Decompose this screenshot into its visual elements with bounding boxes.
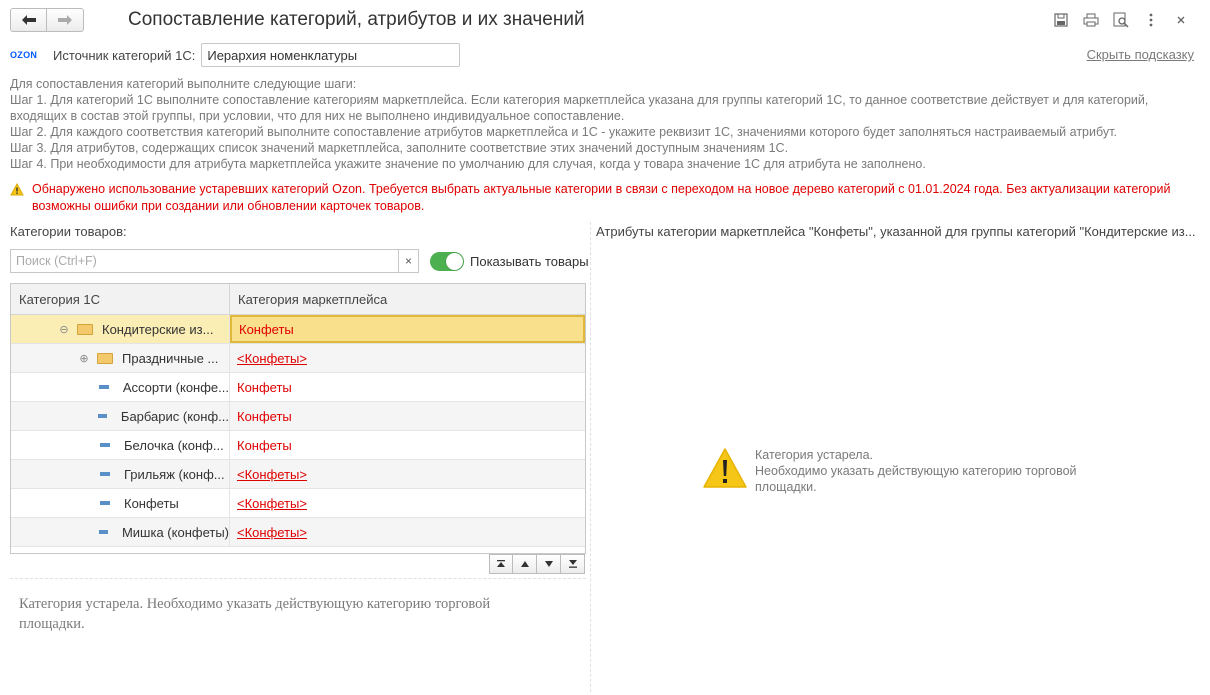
preview-button[interactable] [1106, 10, 1136, 30]
cell-category-1c[interactable] [11, 344, 230, 372]
save-button[interactable] [1046, 10, 1076, 30]
forward-arrow-icon [57, 14, 73, 26]
cell-category-1c[interactable] [11, 402, 230, 430]
show-products-toggle-wrap [430, 252, 589, 271]
move-down-button[interactable] [537, 554, 561, 574]
cell-category-1c[interactable] [11, 489, 230, 517]
category-1c-label: Грильяж (конф... [124, 466, 225, 482]
folder-icon [77, 324, 93, 335]
category-1c-label: Белочка (конф... [124, 437, 224, 453]
save-icon [1054, 13, 1068, 27]
categories-table [10, 283, 586, 554]
hint-line: входящих в состав этой группы, при условии, что для них не выполнено индивидуальное сопоставление. [10, 109, 625, 123]
category-1c-label: Конфеты [124, 495, 179, 511]
close-button[interactable] [1166, 10, 1196, 30]
search-input[interactable]: Поиск (Ctrl+F) [10, 249, 398, 273]
marketplace-category-label: Конфеты [237, 437, 292, 453]
move-first-button[interactable] [489, 554, 513, 574]
hint-text [10, 76, 1200, 172]
table-header [11, 284, 585, 315]
warning-icon [10, 183, 24, 196]
show-products-toggle[interactable] [430, 252, 464, 271]
navigation-buttons [10, 8, 84, 32]
back-button[interactable] [10, 8, 47, 32]
move-up-button[interactable] [513, 554, 537, 574]
cell-marketplace-category[interactable] [230, 489, 585, 517]
categories-label: Категории товаров: [10, 224, 127, 239]
cell-marketplace-category[interactable] [230, 518, 585, 546]
table-row[interactable] [11, 402, 585, 431]
item-icon [100, 472, 110, 476]
collapse-icon[interactable]: ⊖ [59, 323, 69, 336]
show-products-label: Показывать товары [470, 254, 589, 269]
table-row[interactable] [11, 315, 585, 344]
print-button[interactable] [1076, 10, 1106, 30]
attributes-title: Атрибуты категории маркетплейса "Конфеты", указанной для группы категорий "Кондитерские из... [596, 224, 1196, 239]
cell-marketplace-category[interactable] [230, 431, 585, 459]
table-row[interactable] [11, 489, 585, 518]
right-warning [702, 447, 1100, 495]
table-row[interactable] [11, 518, 585, 547]
hint-line: Шаг 1. Для категорий 1С выполните сопоставление категориям маркетплейса. Если категория маркетплейса указана для группы категорий 1С, то данное соответствие действует и для категорий, [10, 93, 1149, 107]
expand-icon[interactable]: ⊕ [79, 352, 89, 365]
cell-marketplace-category[interactable] [230, 344, 585, 372]
category-outdated-note: Категория устарела. Необходимо указать действующую категорию торговой площадки. [19, 596, 491, 632]
print-icon [1083, 13, 1099, 27]
preview-icon [1113, 12, 1129, 28]
back-arrow-icon [21, 14, 37, 26]
hint-line: Для сопоставления категорий выполните следующие шаги: [10, 77, 357, 91]
cell-category-1c[interactable] [11, 431, 230, 459]
category-1c-label: Кондитерские из... [102, 321, 214, 337]
marketplace-category-link[interactable]: <Конфеты> [237, 495, 307, 511]
forward-button[interactable] [47, 8, 84, 32]
hint-line: Шаг 3. Для атрибутов, содержащих список значений маркетплейса, заполните соответствие этих значений доступным значениям 1С. [10, 141, 789, 155]
table-row[interactable] [11, 373, 585, 402]
separator-horizontal [10, 578, 586, 579]
item-icon [99, 385, 109, 389]
table-row[interactable] [11, 460, 585, 489]
separator-vertical [590, 222, 591, 692]
move-last-button[interactable] [561, 554, 585, 574]
cell-category-1c[interactable] [11, 518, 230, 546]
move-last-icon [568, 560, 578, 568]
window-toolbar [1046, 10, 1196, 30]
category-1c-label: Барбарис (конф... [120, 408, 229, 424]
source-row [10, 43, 460, 67]
item-icon [99, 530, 108, 534]
cell-category-1c[interactable] [11, 373, 230, 401]
item-icon [98, 414, 107, 418]
cell-category-1c[interactable] [11, 460, 230, 488]
move-down-icon [544, 560, 554, 568]
more-button[interactable] [1136, 10, 1166, 30]
hint-line: Шаг 4. При необходимости для атрибута маркетплейса укажите значение по умолчанию для случая, когда у товара значение 1С для атрибута не заполнено. [10, 157, 926, 171]
search-clear-button[interactable]: × [398, 249, 419, 273]
right-warning-line2: Необходимо указать действующую категорию торговой площадки. [755, 464, 1077, 494]
window-title: Сопоставление категорий, атрибутов и их значений [128, 9, 585, 30]
folder-icon [97, 353, 113, 364]
marketplace-category-link[interactable]: <Конфеты> [237, 350, 307, 366]
cell-marketplace-category[interactable] [230, 373, 585, 401]
hide-hint-link[interactable]: Скрыть подсказку [1086, 47, 1194, 62]
marketplace-category-link[interactable]: <Конфеты> [237, 466, 307, 482]
marketplace-category-label: Конфеты [239, 321, 294, 337]
cell-marketplace-category[interactable] [230, 315, 585, 343]
source-field[interactable]: Иерархия номенклатуры [201, 43, 460, 67]
cell-marketplace-category[interactable] [230, 402, 585, 430]
right-warning-line1: Категория устарела. [755, 448, 874, 462]
marketplace-category-label: Конфеты [237, 379, 292, 395]
marketplace-category-link[interactable]: <Конфеты> [237, 524, 307, 540]
table-row[interactable] [11, 431, 585, 460]
item-icon [100, 443, 110, 447]
toggle-knob [446, 253, 463, 270]
source-label: Источник категорий 1С: [53, 47, 196, 63]
column-header-category-1c[interactable]: Категория 1С [11, 284, 230, 314]
more-icon [1149, 13, 1153, 27]
cell-marketplace-category[interactable] [230, 460, 585, 488]
category-1c-label: Мишка (конфеты) [121, 524, 229, 540]
move-first-icon [496, 560, 506, 568]
column-header-marketplace-category[interactable]: Категория маркетплейса [238, 291, 388, 307]
move-up-icon [520, 560, 530, 568]
cell-category-1c[interactable] [11, 315, 230, 343]
hint-line: Шаг 2. Для каждого соответствия категорий выполните сопоставление атрибутов маркетплейса и 1С - укажите реквизит 1С, значениями которого будет заполняться настраиваемый атрибут. [10, 125, 1117, 139]
category-1c-label: Ассорти (конфе... [122, 379, 229, 395]
close-icon [1176, 15, 1186, 25]
marketplace-category-label: Конфеты [237, 408, 292, 424]
search-box [10, 249, 419, 273]
item-icon [100, 501, 110, 505]
table-row[interactable] [11, 344, 585, 373]
warning-large-icon [702, 447, 748, 489]
ozon-logo: OZON [10, 50, 38, 60]
category-1c-label: Праздничные ... [122, 350, 219, 366]
table-nav-buttons [489, 554, 585, 574]
warning-text: Обнаружено использование устаревших категорий Ozon. Требуется выбрать актуальные категории в связи с переходом на новое дерево категорий с 01.01.2024 года. Без актуализации категорий возможны ошибки при создании или обновлении карточек товаров. [32, 182, 1171, 213]
warning-banner [10, 181, 1192, 215]
